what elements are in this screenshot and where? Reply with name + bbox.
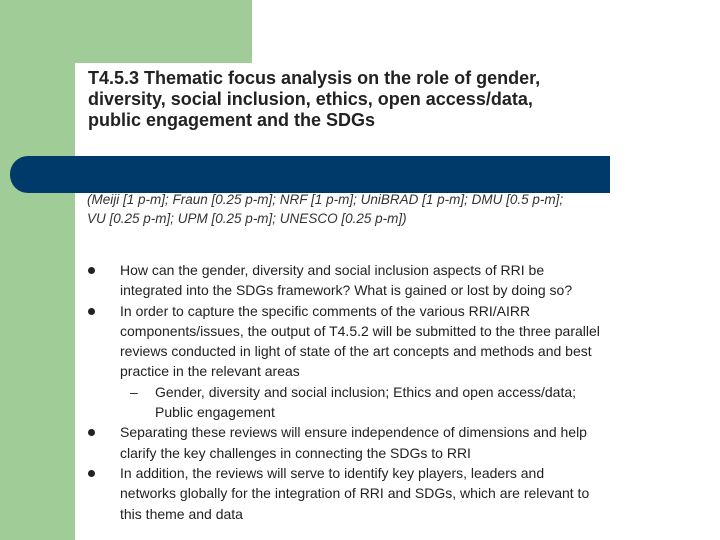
- bullet-item: [88, 422, 708, 463]
- partner-line: (Meiji [1 p-m]; Fraun [0.25 p-m]; NRF [1 p-m]; UniBRAD [1 p-m]; DMU [0.5 p-m];: [87, 192, 564, 207]
- bullet-item: [88, 301, 708, 382]
- bullet-dot-icon: [88, 429, 95, 436]
- bullet-line: How can the gender, diversity and social inclusion aspects of RRI be: [120, 262, 545, 278]
- bullet-item: [88, 463, 708, 524]
- bullet-item: [88, 260, 708, 301]
- decorative-green-sidebar: [0, 0, 75, 540]
- bullet-dot-icon: [88, 470, 95, 477]
- bullet-line: reviews conducted in light of state of the art concepts and methods and best: [120, 343, 592, 360]
- decorative-green-corner: [0, 0, 252, 63]
- bullet-line: practice in the relevant areas: [120, 363, 300, 380]
- bullet-dot-icon: [88, 308, 95, 315]
- slide-title: [88, 68, 688, 131]
- bullet-line: networks globally for the integration of RRI and SDGs, which are relevant to: [120, 485, 590, 502]
- partner-line: VU [0.25 p-m]; UPM [0.25 p-m]; UNESCO [0.25 p-m]): [87, 211, 407, 226]
- title-line: public engagement and the SDGs: [88, 110, 376, 130]
- bullet-line: In order to capture the specific comments of the various RRI/AIRR: [120, 302, 531, 319]
- bullet-line: Separating these reviews will ensure independence of dimensions and help: [120, 424, 587, 441]
- title-divider-band: [10, 156, 610, 193]
- bullet-line: components/issues, the output of T4.5.2 will be submitted to the three parallel: [120, 322, 600, 339]
- bullet-line: integrated into the SDGs framework? What is gained or lost by doing so?: [120, 282, 573, 299]
- bullet-line: clarify the key challenges in connecting the SDGs to RRI: [120, 444, 471, 461]
- sub-bullet-line: Gender, diversity and social inclusion; Ethics and open access/data;: [155, 383, 577, 400]
- partner-allocation: [87, 190, 563, 228]
- bullet-dot-icon: [88, 267, 95, 274]
- sub-bullet-dash: –: [130, 383, 138, 400]
- bullet-list: [88, 260, 708, 524]
- bullet-line: this theme and data: [120, 505, 243, 522]
- sub-bullet-item: [88, 382, 708, 423]
- title-line: diversity, social inclusion, ethics, open access/data,: [88, 89, 533, 109]
- title-line: T4.5.3 Thematic focus analysis on the role of gender,: [88, 68, 541, 88]
- bullet-line: In addition, the reviews will serve to identify key players, leaders and: [120, 464, 545, 481]
- sub-bullet-line: Public engagement: [155, 404, 275, 421]
